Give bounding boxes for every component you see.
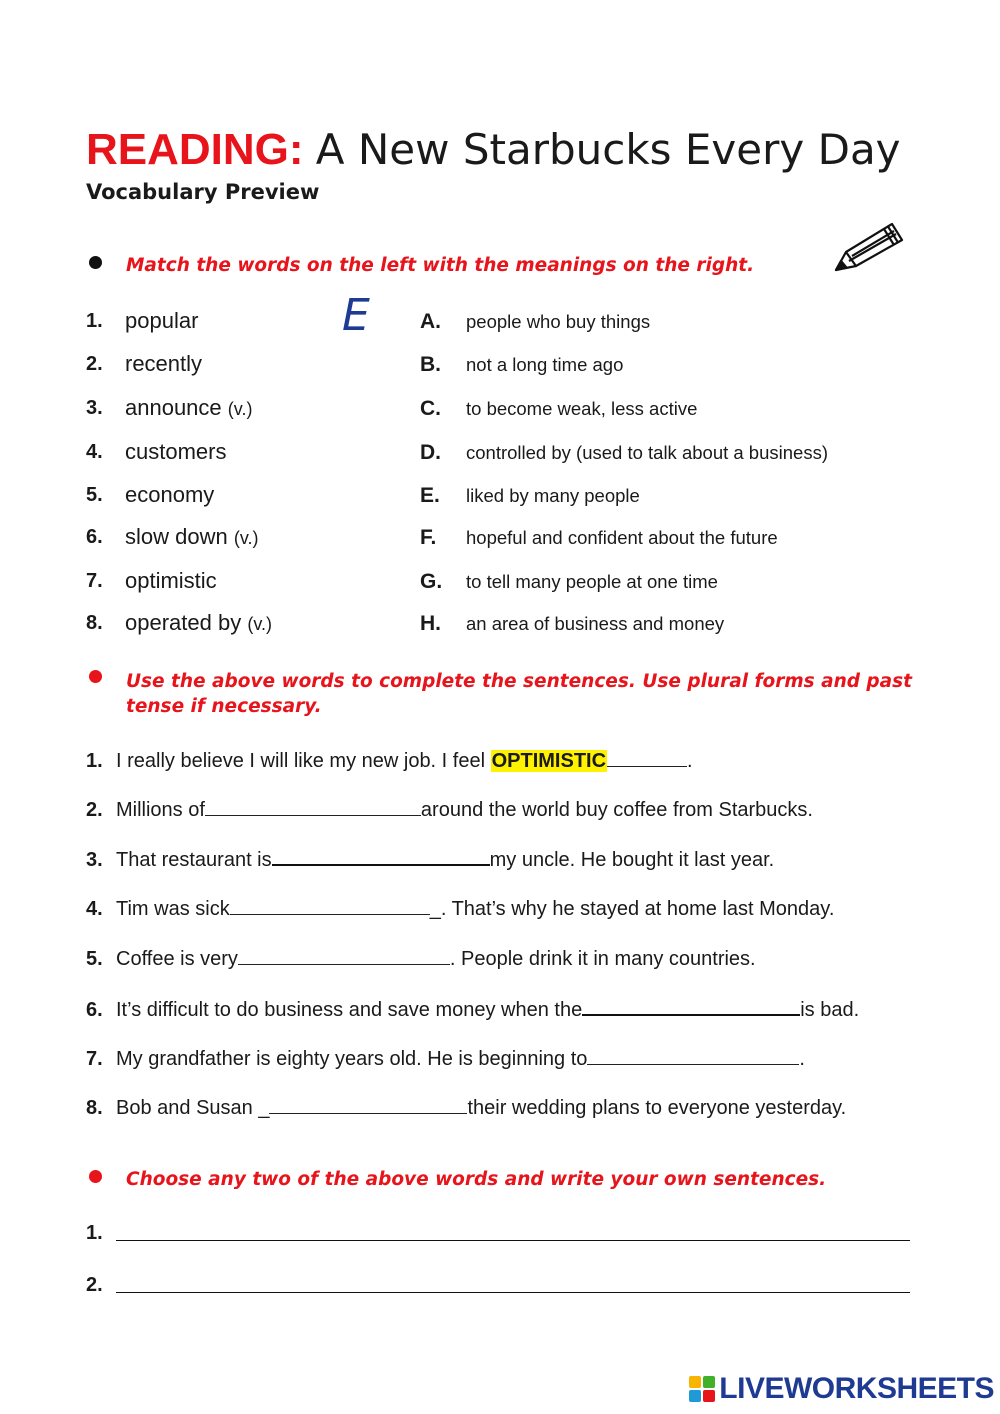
title-text: A New Starbucks Every Day [315, 125, 901, 174]
sentence-number: 7. [86, 1048, 103, 1070]
page-title [86, 122, 901, 178]
answer-blank[interactable] [582, 996, 800, 1016]
sentence-text: is bad. [800, 999, 860, 1021]
sentence-text: My grandfather is eighty years old. He is beginning to [116, 1048, 588, 1070]
sentence-number: 6. [86, 999, 103, 1021]
vocab-word-text: customers [125, 439, 227, 464]
line-number: 1. [86, 1222, 103, 1244]
vocab-word [125, 395, 252, 421]
sentence-text: . People drink it in many countries. [449, 948, 756, 970]
bullet [89, 670, 102, 683]
sentence-number: 1. [86, 750, 103, 772]
logo-text: LIVEWORKSHEETS [719, 1372, 994, 1405]
liveworksheets-logo [689, 1372, 994, 1406]
meaning-letter: B. [420, 353, 441, 376]
vocab-word-text: popular [125, 308, 199, 333]
meaning-letter: C. [420, 397, 441, 420]
sentence-number: 3. [86, 849, 103, 871]
meaning-text: not a long time ago [466, 354, 624, 375]
vocab-word-text: recently [125, 351, 203, 376]
vocab-word [125, 482, 214, 508]
answer-blank[interactable] [238, 946, 450, 965]
meaning-text: people who buy things [466, 311, 651, 332]
answer-input[interactable]: OPTIMISTIC [491, 750, 607, 772]
sentence-6 [86, 996, 859, 1022]
meaning-text: hopeful and confident about the future [466, 527, 778, 548]
own-sentence-line-1[interactable] [116, 1240, 910, 1241]
word-number: 1. [86, 310, 103, 332]
meaning-letter: G. [420, 570, 443, 593]
own-sentence-line-2[interactable] [116, 1292, 910, 1293]
instruction-write: Choose any two of the above words and write your own sentences. [126, 1169, 827, 1190]
word-number: 2. [86, 353, 103, 375]
logo-square [689, 1376, 701, 1388]
answer-blank[interactable] [587, 1046, 799, 1065]
logo-square [703, 1376, 715, 1388]
word-number: 5. [86, 484, 103, 506]
meaning-letter: D. [420, 441, 441, 464]
sentence-text: _. That’s why he stayed at home last Monday. [429, 898, 835, 920]
sentence-text: Bob and Susan _ [116, 1097, 270, 1119]
vocab-word [125, 308, 198, 334]
meaning-letter: A. [420, 310, 441, 333]
answer-blank[interactable] [230, 896, 430, 915]
answer-mark-e: E [342, 290, 370, 341]
vocab-word [125, 568, 217, 594]
meaning-text: controlled by (used to talk about a business) [466, 442, 828, 463]
sentence-text: . [799, 1048, 805, 1070]
answer-blank[interactable] [205, 797, 421, 816]
vocab-word-text: announce [125, 395, 222, 420]
sentence-8 [86, 1095, 846, 1120]
pencil-icon [832, 214, 908, 279]
title-label: READING: [86, 125, 304, 174]
sentence-5 [86, 946, 756, 971]
part-of-speech: (v.) [247, 614, 272, 634]
sentence-text: their wedding plans to everyone yesterday. [467, 1097, 847, 1119]
part-of-speech: (v.) [233, 528, 259, 548]
sentence-text: my uncle. He bought it last year. [489, 849, 775, 871]
instruction-complete [126, 669, 912, 719]
line-number: 2. [86, 1274, 103, 1296]
meaning-text: liked by many people [466, 485, 640, 506]
vocab-word [125, 351, 202, 377]
sentence-number: 8. [86, 1097, 103, 1119]
vocab-word-text: operated by [125, 610, 242, 635]
word-number: 7. [86, 570, 103, 592]
vocab-word [125, 610, 272, 636]
sentence-7 [86, 1046, 805, 1071]
answer-blank[interactable] [269, 1095, 467, 1114]
sentence-text: Tim was sick [116, 898, 230, 920]
meaning-letter: F. [420, 526, 437, 549]
word-number: 8. [86, 612, 103, 634]
sentence-text: It’s difficult to do business and save money when the [116, 999, 583, 1021]
logo-square [689, 1390, 701, 1402]
sentence-text: around the world buy coffee from Starbucks. [420, 799, 813, 821]
meaning-text: to become weak, less active [466, 398, 698, 419]
word-number: 6. [86, 526, 103, 548]
sentence-number: 2. [86, 799, 103, 821]
vocab-word [125, 524, 259, 550]
meaning-text: to tell many people at one time [466, 571, 718, 592]
instruction-line: Use the above words to complete the sentences. Use plural forms and past [126, 671, 913, 692]
vocab-word-text: economy [125, 482, 215, 507]
answer-blank[interactable] [607, 748, 687, 767]
word-number: 4. [86, 441, 103, 463]
word-number: 3. [86, 397, 103, 419]
meaning-letter: H. [420, 612, 441, 635]
sentence-2 [86, 797, 813, 822]
page-subtitle: Vocabulary Preview [86, 180, 320, 204]
sentence-text: Millions of [116, 799, 205, 821]
sentence-number: 5. [86, 948, 103, 970]
sentence-text: Coffee is very [116, 948, 238, 970]
sentence-number: 4. [86, 898, 103, 920]
logo-square [703, 1390, 715, 1402]
bullet [89, 1170, 102, 1183]
logo-icon [689, 1376, 715, 1402]
sentence-1 [86, 748, 693, 773]
vocab-word-text: slow down [125, 524, 228, 549]
meaning-text: an area of business and money [466, 613, 725, 634]
sentence-text: . [687, 750, 693, 772]
vocab-word-text: optimistic [125, 568, 217, 593]
part-of-speech: (v.) [227, 399, 253, 419]
meaning-letter: E. [420, 484, 440, 507]
vocab-word [125, 439, 226, 465]
answer-blank[interactable] [272, 846, 490, 866]
instruction-line: tense if necessary. [126, 696, 322, 717]
sentence-text: That restaurant is [116, 849, 272, 871]
sentence-3 [86, 846, 774, 872]
sentence-text: I really believe I will like my new job. I feel [116, 750, 491, 772]
sentence-4 [86, 896, 834, 921]
instruction-match: Match the words on the left with the meanings on the right. [126, 255, 755, 276]
bullet [89, 256, 102, 269]
